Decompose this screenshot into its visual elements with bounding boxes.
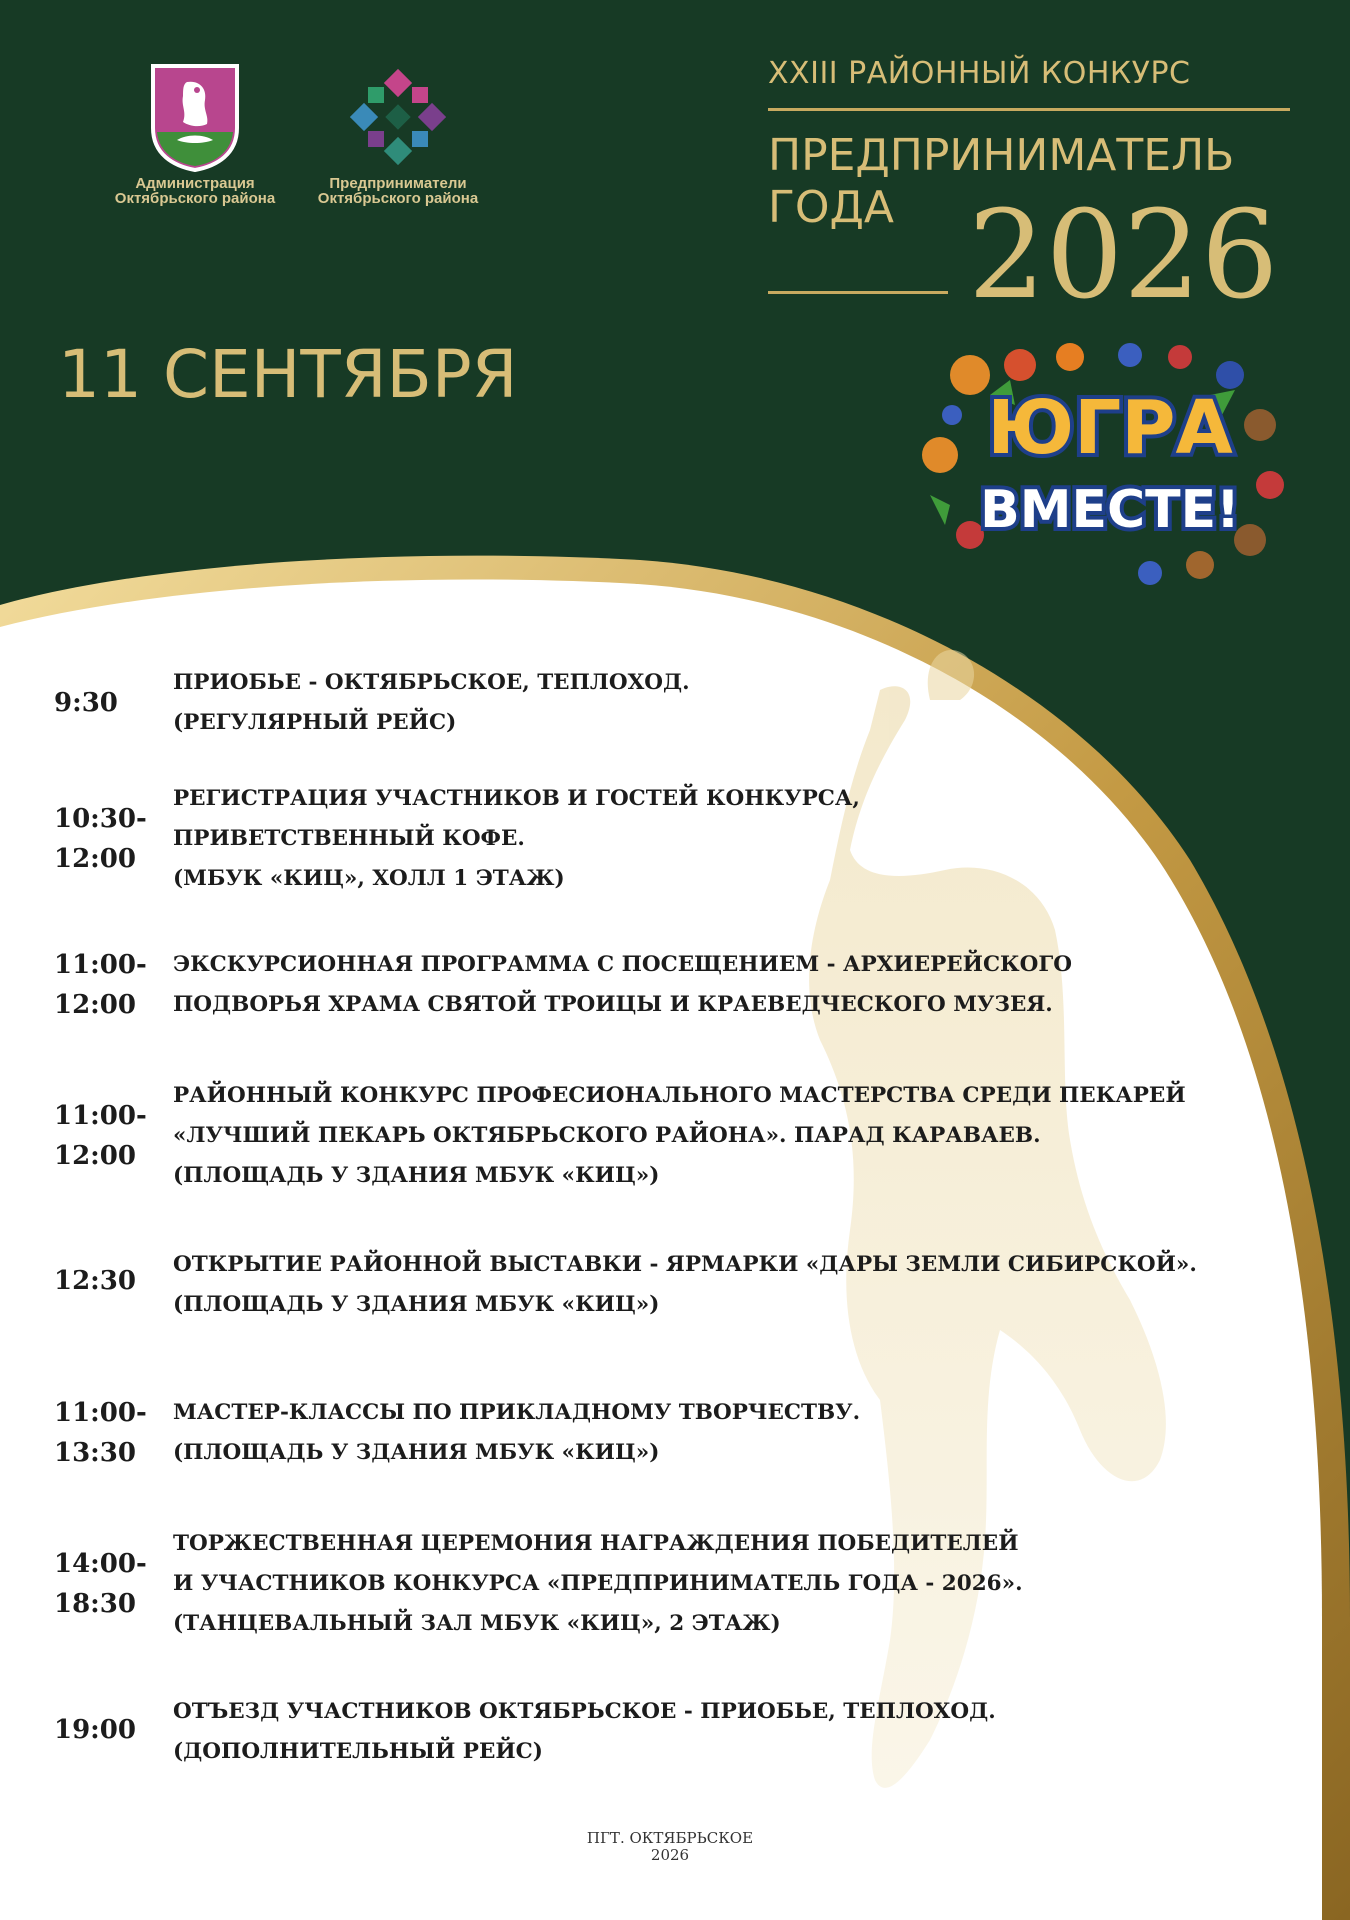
schedule-line: ОТЪЕЗД УЧАСТНИКОВ ОКТЯБРЬСКОЕ - ПРИОБЬЕ, ТЕПЛОХОД. xyxy=(173,1699,996,1724)
schedule-line: ПРИВЕТСТВЕННЫЙ КОФЕ. xyxy=(173,826,525,851)
schedule-time-start: 19:00 xyxy=(54,1715,136,1745)
schedule-time-end: 12:00 xyxy=(54,844,136,874)
footer-year: 2026 xyxy=(650,1846,690,1864)
schedule-description xyxy=(173,945,1308,1025)
schedule-line: ПОДВОРЬЯ ХРАМА СВЯТОЙ ТРОИЦЫ И КРАЕВЕДЧЕСКОГО МУЗЕЯ. xyxy=(173,992,1053,1017)
schedule-line: МАСТЕР-КЛАССЫ ПО ПРИКЛАДНОМУ ТВОРЧЕСТВУ. xyxy=(173,1400,861,1425)
schedule-time-start: 9:30 xyxy=(54,688,118,718)
schedule-time-start: 11:00- xyxy=(54,1101,147,1131)
schedule-time xyxy=(54,683,164,723)
schedule-time-start: 11:00- xyxy=(54,950,147,980)
contest-title-line-2: ГОДА xyxy=(768,182,894,233)
schedule-line: ЭКСКУРСИОННАЯ ПРОГРАММА С ПОСЕЩЕНИЕМ - АРХИЕРЕЙСКОГО xyxy=(173,952,1072,977)
schedule-description xyxy=(173,1692,1308,1772)
event-date: 11 СЕНТЯБРЯ xyxy=(58,336,518,413)
badge-line-1: ЮГРА xyxy=(987,385,1233,471)
schedule-time xyxy=(54,799,164,879)
schedule-time-start: 11:00- xyxy=(54,1398,147,1428)
schedule-time-start: 10:30- xyxy=(54,804,147,834)
schedule-time xyxy=(54,1393,164,1473)
schedule-line: (ТАНЦЕВАЛЬНЫЙ ЗАЛ МБУК «КИЦ», 2 ЭТАЖ) xyxy=(173,1611,781,1636)
gold-divider-short xyxy=(768,291,948,294)
yugra-vmeste-badge xyxy=(910,335,1310,585)
schedule-line: «ЛУЧШИЙ ПЕКАРЬ ОКТЯБРЬСКОГО РАЙОНА». ПАРАД КАРАВАЕВ. xyxy=(173,1123,1041,1148)
schedule-time-end: 13:30 xyxy=(54,1438,136,1468)
badge-line-2: ВМЕСТЕ! xyxy=(980,480,1240,540)
entrepreneurs-caption-1: Предприниматели xyxy=(329,175,467,192)
entrepreneurs-caption-2: Октябрьского района xyxy=(317,190,479,207)
schedule-line: (ПЛОЩАДЬ У ЗДАНИЯ МБУК «КИЦ») xyxy=(173,1440,660,1465)
ornament-emblem-icon xyxy=(350,62,446,172)
administration-logo xyxy=(95,62,295,206)
contest-title-line-1: ПРЕДПРИНИМАТЕЛЬ xyxy=(768,130,1235,181)
schedule-time xyxy=(54,1261,164,1301)
schedule-time-end: 12:00 xyxy=(54,990,136,1020)
schedule-description xyxy=(173,1524,1308,1644)
schedule-description xyxy=(173,1393,1308,1473)
schedule-time xyxy=(54,1710,164,1750)
schedule-line: (ПЛОЩАДЬ У ЗДАНИЯ МБУК «КИЦ») xyxy=(173,1292,660,1317)
schedule-time-start: 12:30 xyxy=(54,1266,136,1296)
footer-place: ПГТ. ОКТЯБРЬСКОЕ xyxy=(586,1829,754,1847)
contest-subtitle: XXIII РАЙОННЫЙ КОНКУРС xyxy=(768,56,1191,91)
schedule-time xyxy=(54,945,164,1025)
schedule-description xyxy=(173,663,1308,743)
gold-divider xyxy=(768,108,1290,111)
contest-year: 2026 xyxy=(968,184,1279,326)
schedule-time xyxy=(54,1544,164,1624)
schedule-time xyxy=(54,1096,164,1176)
schedule-time-end: 18:30 xyxy=(54,1589,136,1619)
schedule-line: (ПЛОЩАДЬ У ЗДАНИЯ МБУК «КИЦ») xyxy=(173,1163,660,1188)
schedule-line: РЕГИСТРАЦИЯ УЧАСТНИКОВ И ГОСТЕЙ КОНКУРСА, xyxy=(173,786,860,811)
schedule-line: ПРИОБЬЕ - ОКТЯБРЬСКОЕ, ТЕПЛОХОД. xyxy=(173,670,690,695)
schedule-description xyxy=(173,1245,1308,1325)
footer xyxy=(470,1830,870,1864)
schedule-line: ТОРЖЕСТВЕННАЯ ЦЕРЕМОНИЯ НАГРАЖДЕНИЯ ПОБЕДИТЕЛЕЙ xyxy=(173,1531,1019,1556)
schedule-line: И УЧАСТНИКОВ КОНКУРСА «ПРЕДПРИНИМАТЕЛЬ ГОДА - 2026». xyxy=(173,1571,1023,1596)
schedule-line: (РЕГУЛЯРНЫЙ РЕЙС) xyxy=(173,710,457,735)
coat-of-arms-icon xyxy=(147,62,243,172)
schedule-line: (ДОПОЛНИТЕЛЬНЫЙ РЕЙС) xyxy=(173,1739,543,1764)
schedule-description xyxy=(173,779,1308,899)
schedule-time-start: 14:00- xyxy=(54,1549,147,1579)
schedule-line: ОТКРЫТИЕ РАЙОННОЙ ВЫСТАВКИ - ЯРМАРКИ «ДАРЫ ЗЕМЛИ СИБИРСКОЙ». xyxy=(173,1252,1197,1277)
schedule-time-end: 12:00 xyxy=(54,1141,136,1171)
administration-caption-1: Администрация xyxy=(135,175,255,192)
schedule-line: (МБУК «КИЦ», ХОЛЛ 1 ЭТАЖ) xyxy=(173,866,565,891)
entrepreneurs-logo xyxy=(298,62,498,206)
schedule-description xyxy=(173,1076,1308,1196)
schedule-line: РАЙОННЫЙ КОНКУРС ПРОФЕСИОНАЛЬНОГО МАСТЕРСТВА СРЕДИ ПЕКАРЕЙ xyxy=(173,1083,1186,1108)
administration-caption-2: Октябрьского района xyxy=(114,190,276,207)
